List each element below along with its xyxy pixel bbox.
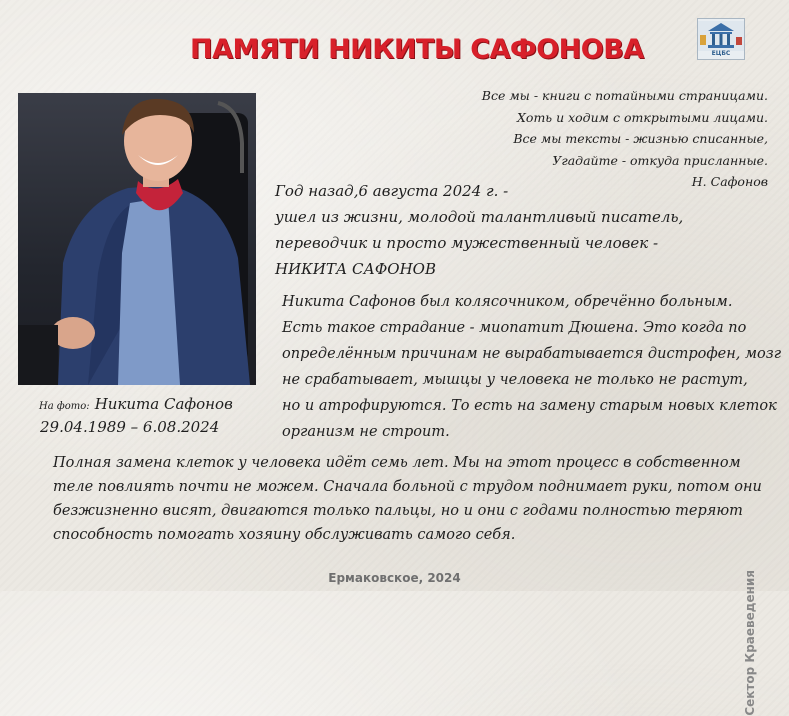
cells-paragraph	[53, 451, 762, 547]
portrait-photo	[18, 93, 256, 385]
paragraph-line: безжизненно висят, двигаются только пальцы, но и они с годами полностью теряют	[53, 503, 743, 519]
intro-line: переводчик и просто мужественный человек -	[275, 234, 659, 252]
poem-epigraph	[482, 85, 768, 193]
paragraph-line: определённым причинам не вырабатывается дистрофен, мозг	[282, 346, 782, 362]
library-building-icon	[698, 21, 744, 51]
intro-line: ушел из жизни, молодой талантливый писатель,	[275, 208, 684, 226]
logo-text: ЕЦБС	[711, 50, 731, 57]
paragraph-line: не срабатывает, мышцы у человека не только не растут,	[282, 372, 748, 388]
intro-line: НИКИТА САФОНОВ	[275, 260, 436, 278]
paragraph-line: организм не строит.	[282, 424, 450, 440]
illness-paragraph	[282, 289, 781, 445]
poem-line: Хоть и ходим с открытыми лицами.	[517, 109, 768, 125]
poem-author: Н. Сафонов	[691, 174, 768, 189]
poem-line: Все мы тексты - жизнью списанные,	[513, 131, 768, 146]
caption-name: Никита Сафонов	[94, 395, 233, 413]
paragraph-line: Полная замена клеток у человека идёт семь лет. Мы на этот процесс в собственном	[53, 455, 741, 471]
poem-line: Все мы - книги с потайными страницами.	[481, 88, 768, 103]
intro-paragraph	[275, 178, 683, 282]
footer-place-year: Ермаковское, 2024	[328, 571, 461, 585]
paragraph-line: но и атрофируются. То есть на замену старым новых клеток	[282, 398, 777, 414]
caption-dates: 29.04.1989 – 6.08.2024	[40, 418, 220, 436]
poem-line: Угадайте - откуда присланные.	[552, 152, 768, 168]
intro-line: Год назад,6 августа 2024 г. -	[275, 182, 509, 200]
photo-caption	[39, 394, 233, 413]
paragraph-line: Никита Сафонов был колясочником, обречённо больным.	[282, 294, 733, 310]
side-label-text: Сектор Краеведения	[743, 570, 757, 716]
caption-label: На фото:	[39, 401, 90, 412]
side-label	[743, 570, 757, 716]
library-logo	[697, 18, 745, 60]
paragraph-line: способность помогать хозяину обслуживать самого себя.	[53, 527, 516, 543]
paragraph-line: Есть такое страдание - миопатит Дюшена. Это когда по	[282, 320, 747, 336]
page-title: ПАМЯТИ НИКИТЫ САФОНОВА	[190, 34, 644, 65]
paragraph-line: теле повлиять почти не можем. Сначала больной с трудом поднимает руки, потом они	[53, 479, 762, 495]
